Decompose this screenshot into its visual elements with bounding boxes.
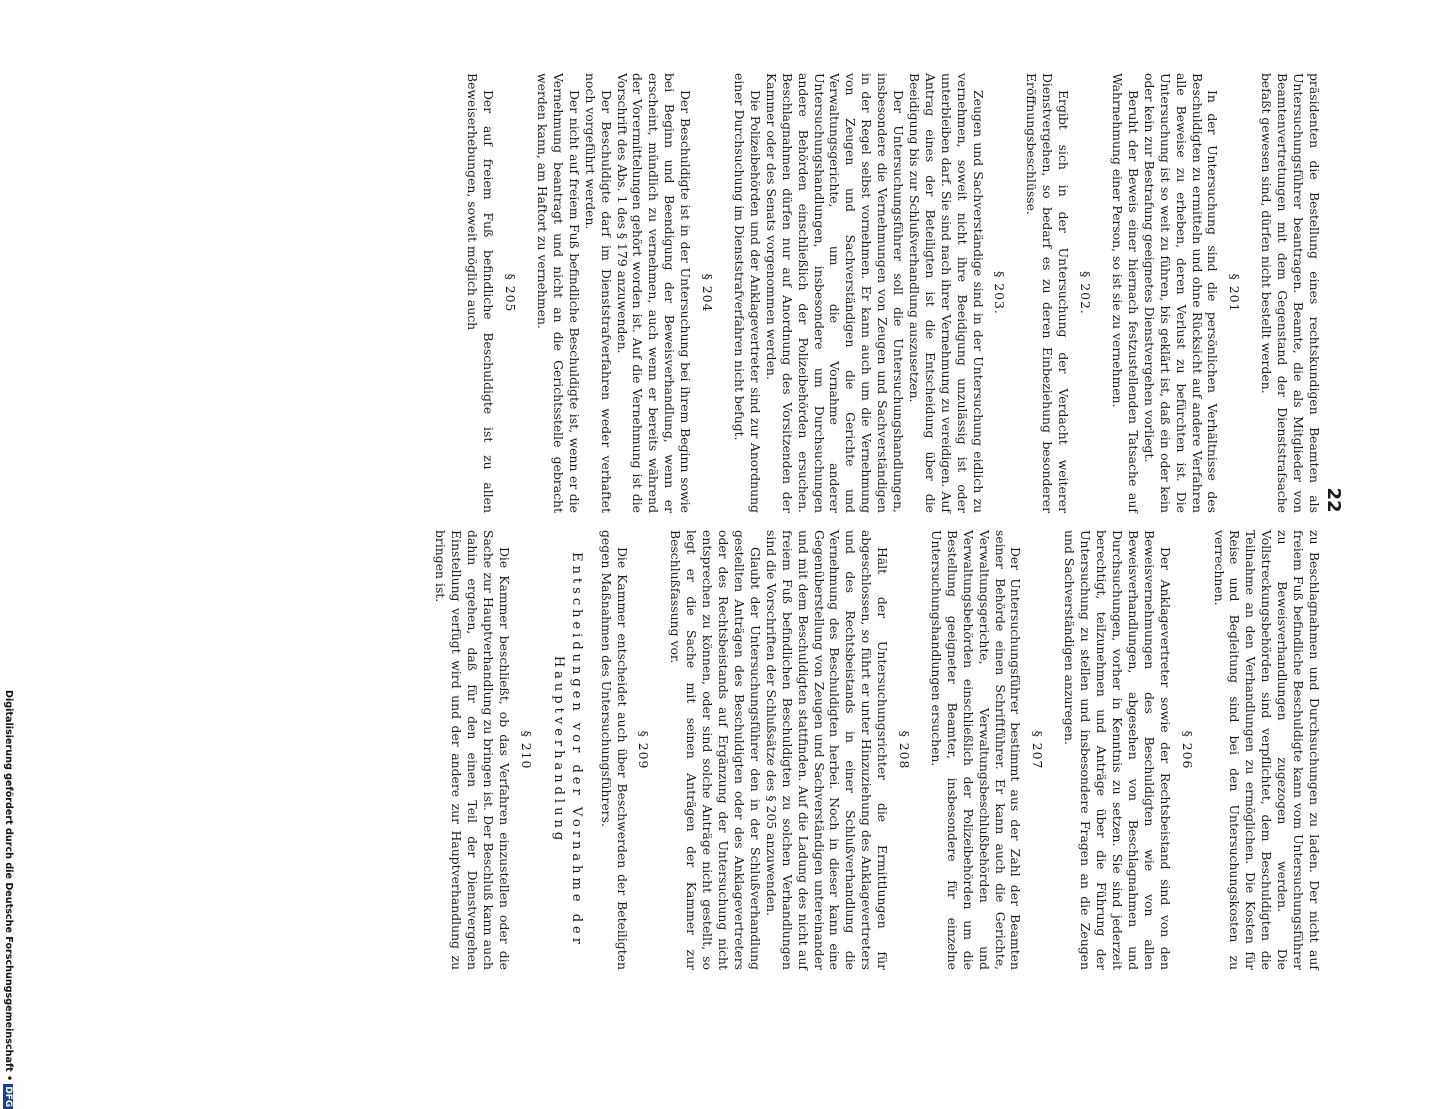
- chapter-heading: Entscheidungen vor der Vornahme der: [568, 552, 584, 948]
- paragraph: Der Beschuldigte darf im Dienststrafverfahren weder verhaftet noch vorgeführt werden.: [582, 73, 614, 513]
- paragraph: Beruht der Beweis einer hiernach festzustellenden Tatsache auf Wahrnehmung einer Person, so ist sie zu vernehmen.: [1110, 73, 1141, 513]
- page-number: 22: [1323, 487, 1344, 513]
- left-column: [122, 73, 1322, 513]
- paragraph: Der auf freiem Fuß befindliche Beschuldigte ist zu allen Beweiserhebungen, soweit möglich auch: [465, 73, 497, 513]
- right-column: [122, 530, 1322, 970]
- paragraph: Der Anklagevertreter sowie der Rechtsbeistand sind von den Beweisvernehmungen des Beschuldigten wie von allen Beweisverhandlungen, abgesehen von Beschlagnahmen und Durchsuchungen, vorher in Kenntnis zu setzen. Sie sind jederzeit berechtigt, teilzunehmen und Anträge über die Führung der Untersuchung zu stellen und insbesondere Fragen an die Zeugen und Sachverständigen anzuregen.: [1062, 530, 1173, 970]
- section-heading-203: § 203.: [992, 271, 1008, 315]
- paragraph: Glaubt der Untersuchungsführer den in der Schlußverhandlung gestellten Anträgen des Beschuldigten oder des Anklagevertreters oder des Rechtsbeistands auf Ergänzung der Untersuchung nicht entsprechen zu können, oder sind solche Anträge nicht gestellt, so legt er die Sache mit seinen Anträgen der Kammer zur Beschlußfassung vor.: [668, 530, 763, 970]
- chapter-heading-line2: Hauptverhandlung: [550, 655, 566, 845]
- paragraph: Der nicht auf freiem Fuß befindliche Beschuldigte ist, wenn er die Vernehmung beantragt und nicht an die Gerichtsstelle gebracht werden kann, am Haftort zu vernehmen.: [535, 73, 582, 513]
- paragraph: Die Kammer beschließt, ob das Verfahren einzustellen oder die Sache zur Hauptverhandlung zu bringen ist. Der Beschluß kann auch dahin ergehen, daß für den einen Teil der Dienstvergehen Einstellung verfügt wird und der andere zur Hauptverhandlung zu bringen ist.: [433, 530, 512, 970]
- paragraph: Die Kammer entscheidet auch über Beschwerden der Beteiligten gegen Maßnahmen des Untersuchungsführers.: [598, 530, 630, 970]
- paragraph: Hält der Untersuchungsrichter die Ermittlungen für abgeschlossen, so führt er unter Hinzuziehung des Anklagevertreters und des Rechtsbeistands in einer Schlußverhandlung die Vernehmung des Beschuldigten herbei. Noch in dieser kann eine Gegenüberstellung von Zeugen und Sachverständigen untereinander und mit dem Beschuldigten stattfinden. Auf die Ladung des nicht auf freiem Fuß befindlichen Beschuldigten zu solchen Verhandlungen sind die Vorschriften der Schlußsätze des § 205 anzuwenden.: [763, 530, 891, 970]
- paragraph: Die Polizeibehörden und der Anklagevertreter sind zur Anordnung einer Durchsuchung im Dienststrafverfahren nicht befugt.: [732, 73, 763, 513]
- paragraph: Zeugen und Sachverständige sind in der Untersuchung eidlich zu vernehmen, soweit nicht ihre Beeidigung unzulässig ist oder unterbleiben darf. Sie sind nach ihrer Vernehmung zu vereidigen. Auf Antrag eines der Beteiligten ist die Entscheidung über die Beeidigung bis zur Schlußverhandlung auszusetzen.: [906, 73, 986, 513]
- section-heading-204: § 204: [700, 273, 716, 313]
- paragraph: Der Untersuchungsführer soll die Untersuchungshandlungen, insbesondere die Vernehmungen von Zeugen und Sachverständigen in der Regel selbst vornehmen. Er kann auch um die Vernehmung von Zeugen und Sachverständigen die Gerichte und Verwaltungsgerichte, um die Vornahme anderer Untersuchungshandlungen, insbesondere um Durchsuchungen andere Behörden einschließlich der Polizeibehörden ersuchen. Beschlagnahmen dürfen nur auf Anordnung des Vorsitzenden der Kammer oder des Senats vorgenommen werden.: [763, 73, 907, 513]
- section-heading-209: § 209: [636, 730, 652, 770]
- credit-text: Digitalisierung gefördert durch die Deutsche Forschungsgemeinschaft •: [3, 690, 14, 1082]
- section-heading-205: § 205: [503, 273, 519, 313]
- paragraph: Der Beschuldigte ist in der Untersuchung bei ihrem Beginn sowie bei Beginn und Beendigung der Beweisverhandlung, wenn er erscheint, mündlich zu vernehmen, auch wenn er bereits während der Vorermittelungen gehört worden ist. Auf die Vernehmung ist die Vorschrift des Abs. 1 des § 179 anzuwenden.: [614, 73, 694, 513]
- paragraph: präsidenten die Bestellung eines rechtskundigen Beamten als Untersuchungsführer beantragen. Beamte, die als Mitglieder von Beamtenvertretungen mit dem Gegenstand der Dienststrafsache befaßt gewesen sind, dürfen nicht bestellt werden.: [1259, 73, 1322, 513]
- digitization-credit: [0, 690, 14, 1108]
- paragraph: Der Untersuchungsführer bestimmt aus der Zahl der Beamten seiner Behörde einen Schriftführer. Er kann auch die Gerichte, Verwaltungsgerichte, Verwaltungsbeschlußbehörden und Verwaltungsbehörden einschließlich der Polizeibehörden um die Bestellung geeigneter Beamter, insbesondere für einzelne Untersuchungshandlungen ersuchen.: [928, 530, 1024, 970]
- paragraph: zu Beschlagnahmen und Durchsuchungen zu laden. Der nicht auf freiem Fuß befindliche Beschuldigte kann vom Untersuchungsführer zu Beweisverhandlungen zugezogen werden. Die Vollstreckungsbehörden sind verpflichtet, dem Beschuldigten die Teilnahme an den Verhandlungen zu ermöglichen. Die Kosten für Reise und Begleitung sind bei den Untersuchungskosten zu verrechnen.: [1211, 530, 1322, 970]
- paragraph: Ergibt sich in der Untersuchung der Verdacht weiterer Dienstvergehen, so bedarf es zu deren Einbeziehung besonderer Eröffnungsbeschlüsse.: [1024, 73, 1072, 513]
- paragraph: In der Untersuchung sind die persönlichen Verhältnisse des Beschuldigten zu ermitteln und ohne Rücksicht auf andere Verfahren alle Beweise zu erheben, deren Verlust zu befürchten ist. Die Untersuchung ist so weit zu führen, bis geklärt ist, daß ein oder kein oder kein zur Bestrafung geeignetes Dienstvergehen vorliegt.: [1141, 73, 1221, 513]
- section-heading-207: § 207: [1030, 730, 1046, 770]
- section-heading-202: § 202.: [1078, 271, 1094, 315]
- dfg-logo: DFG: [3, 1086, 13, 1108]
- section-heading-208: § 208: [897, 730, 913, 770]
- section-heading-201: § 201: [1227, 273, 1243, 313]
- section-heading-206: § 206: [1179, 730, 1195, 770]
- section-heading-210: § 210: [518, 730, 534, 770]
